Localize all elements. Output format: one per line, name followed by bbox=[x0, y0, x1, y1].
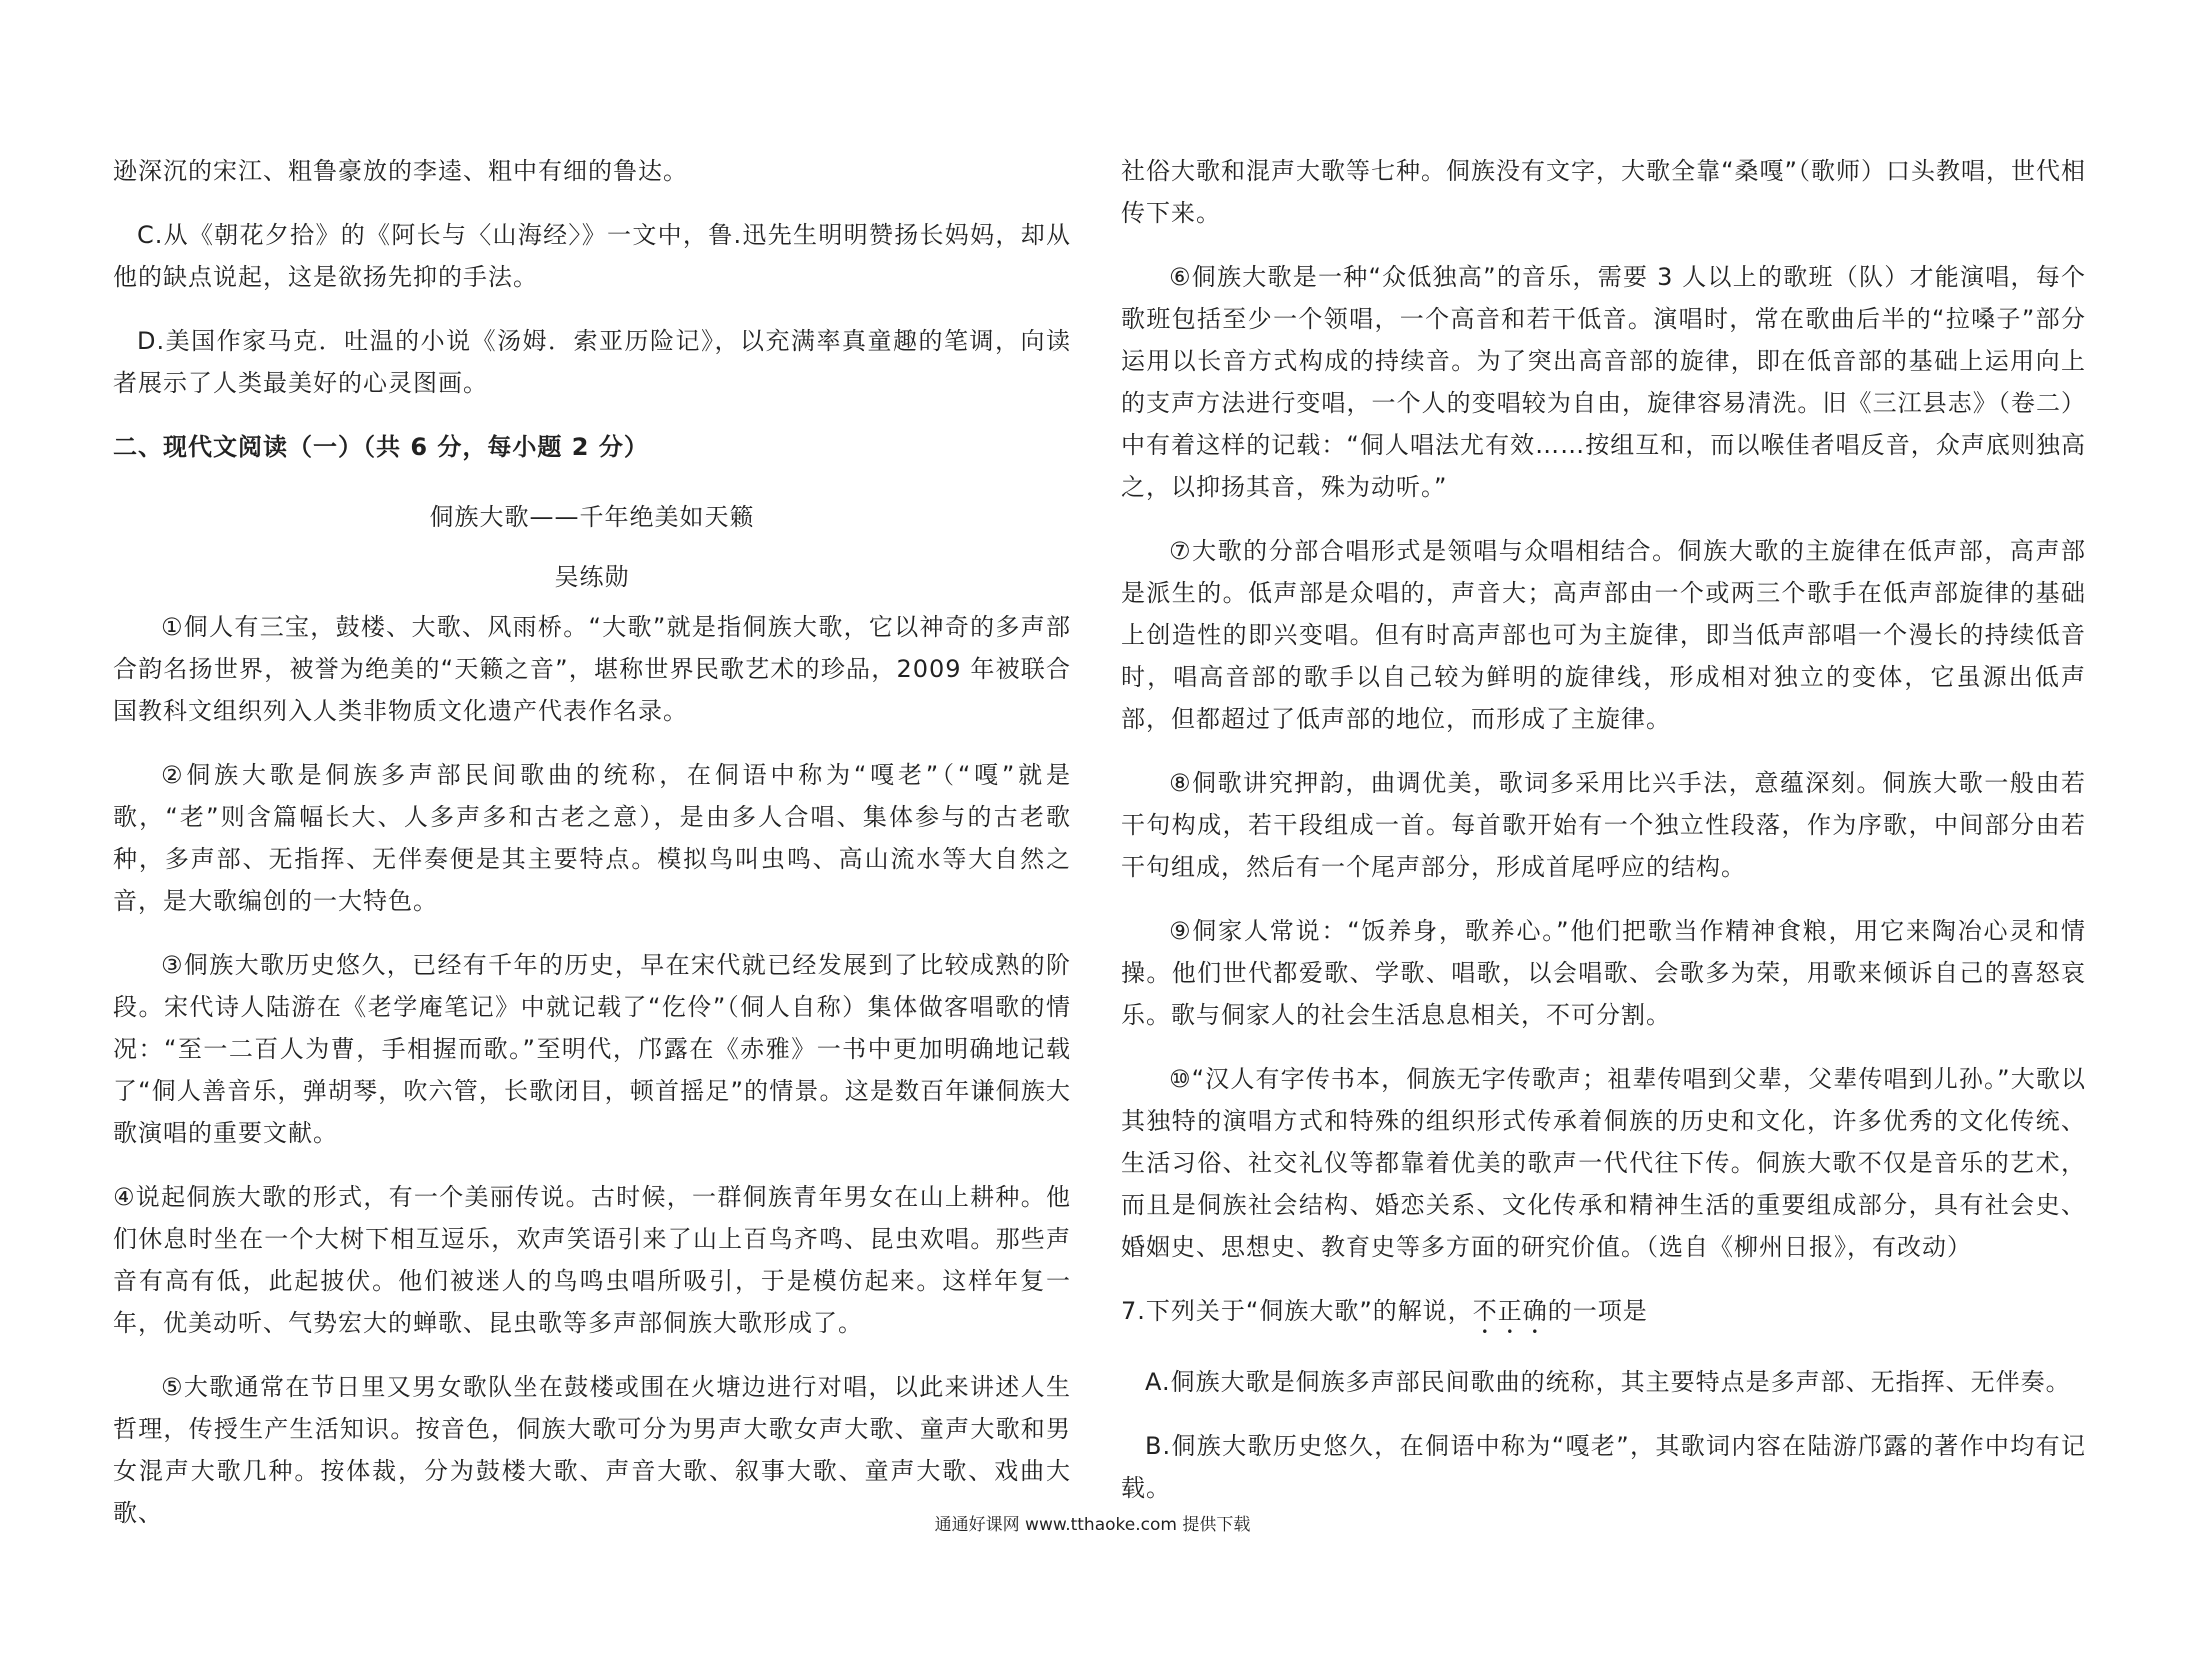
paragraph-9: ⑨侗家人常说：“饭养身，歌养心。”他们把歌当作精神食粮，用它来陶冶心灵和情操。他们世代都爱歌、学歌、唱歌，以会唱歌、会歌多为荣，用歌来倾诉自己的喜怒哀乐。歌与侗家人的社会生活息息相关，不可分割。 bbox=[1121, 917, 2086, 1029]
right-column bbox=[1121, 150, 2086, 1531]
paragraph-10: ⑩“汉人有字传书本，侗族无字传歌声；祖辈传唱到父辈，父辈传唱到儿孙。”大歌以其独特的演唱方式和特殊的组织形式传承着侗族的历史和文化，许多优秀的文化传统、生活习俗、社交礼仪等都靠着优美的歌声一代代往下传。侗族大歌不仅是音乐的艺术，而且是侗族社会结构、婚恋关系、文化传承和精神生活的重要组成部分，具有社会史、婚姻史、思想史、教育史等多方面的研究价值。（选自《柳州日报》，有改动） bbox=[1121, 1065, 2086, 1261]
paragraph-8: ⑧侗歌讲究押韵，曲调优美，歌词多采用比兴手法，意蕴深刻。侗族大歌一般由若干句构成，若干段组成一首。每首歌开始有一个独立性段落，作为序歌，中间部分由若干句组成，然后有一个尾声部分，形成首尾呼应的结构。 bbox=[1121, 769, 2086, 881]
continued-text: 逊深沉的宋江、粗鲁豪放的李逵、粗中有细的鲁达。 bbox=[113, 157, 688, 185]
article-author: 吴练勋 bbox=[554, 563, 630, 591]
option-c: C.从《朝花夕拾》的《阿长与〈山海经〉》一文中，鲁.迅先生明明赞扬长妈妈，却从他的缺点说起，这是欲扬先抑的手法。 bbox=[113, 221, 1071, 291]
paragraph-1: ①侗人有三宝，鼓楼、大歌、风雨桥。“大歌”就是指侗族大歌，它以神奇的多声部合韵名扬世界，被誉为绝美的“天籁之音”，堪称世界民歌艺术的珍品，2009 年被联合国教科文组织列入人类非物质文化遗产代表作名录。 bbox=[113, 613, 1071, 725]
paragraph-6: ⑥侗族大歌是一种“众低独高”的音乐，需要 3 人以上的歌班（队）才能演唱，每个歌班包括至少一个领唱，一个高音和若干低音。演唱时，常在歌曲后半的“拉嗓子”部分运用以长音方式构成的持续音。为了突出高音部的旋律，即在低音部的基础上运用向上的支声方法进行变唱，一个人的变唱较为自由，旋律容易清洗。旧《三江县志》（卷二）中有着这样的记载：“侗人唱法尤有效……按组互和，而以喉佳者唱反音，众声底则独高之，以抑扬其音，殊为动听。” bbox=[1121, 263, 2086, 501]
continued-text-right: 社俗大歌和混声大歌等七种。侗族没有文字，大歌全靠“桑嘎”（歌师）口头教唱，世代相传下来。 bbox=[1121, 157, 2086, 227]
question-7-emphasis: 不正确 bbox=[1472, 1297, 1548, 1325]
question-7-suffix: 的一项是 bbox=[1547, 1297, 1648, 1325]
page-footer: 通通好课网 www.tthaoke.com 提供下载 bbox=[934, 1515, 1251, 1535]
article-title: 侗族大歌——千年绝美如天籁 bbox=[429, 503, 755, 531]
left-column bbox=[113, 150, 1071, 1556]
option-a: A.侗族大歌是侗族多声部民间歌曲的统称，其主要特点是多声部、无指挥、无伴奏。 bbox=[1145, 1368, 2071, 1396]
paragraph-3: ③侗族大歌历史悠久，已经有千年的历史，早在宋代就已经发展到了比较成熟的阶段。宋代诗人陆游在《老学庵笔记》中就记载了“仡伶”（侗人自称）集体做客唱歌的情况：“至一二百人为曹，手相握而歌。”至明代，邝露在《赤雅》一书中更加明确地记载了“侗人善音乐，弹胡琴，吹六管，长歌闭目，顿首摇足”的情景。这是数百年谦侗族大歌演唱的重要文献。 bbox=[113, 951, 1071, 1147]
paragraph-5: ⑤大歌通常在节日里又男女歌队坐在鼓楼或围在火塘边进行对唱，以此来讲述人生哲理，传授生产生活知识。按音色，侗族大歌可分为男声大歌女声大歌、童声大歌和男女混声大歌几种。按体裁，分为鼓楼大歌、声音大歌、叙事大歌、童声大歌、戏曲大歌、 bbox=[113, 1373, 1071, 1527]
option-d: D.美国作家马克．吐温的小说《汤姆．索亚历险记》，以充满率真童趣的笔调，向读者展示了人类最美好的心灵图画。 bbox=[113, 327, 1071, 397]
paragraph-7: ⑦大歌的分部合唱形式是领唱与众唱相结合。侗族大歌的主旋律在低声部，高声部是派生的。低声部是众唱的，声音大；高声部由一个或两三个歌手在低声部旋律的基础上创造性的即兴变唱。但有时高声部也可为主旋律，即当低声部唱一个漫长的持续低音时，唱高音部的歌手以自己较为鲜明的旋律线，形成相对独立的变体，它虽源出低声部，但都超过了低声部的地位，而形成了主旋律。 bbox=[1121, 537, 2086, 733]
question-7 bbox=[1121, 1290, 2086, 1339]
option-b: B.侗族大歌历史悠久，在侗语中称为“嘎老”，其歌词内容在陆游邝露的著作中均有记载。 bbox=[1121, 1432, 2086, 1502]
paragraph-4: ④说起侗族大歌的形式，有一个美丽传说。古时候，一群侗族青年男女在山上耕种。他们休息时坐在一个大树下相互逗乐，欢声笑语引来了山上百鸟齐鸣、昆虫欢唱。那些声音有高有低，此起披伏。他们被迷人的鸟鸣虫唱所吸引，于是模仿起来。这样年复一年，优美动听、气势宏大的蝉歌、昆虫歌等多声部侗族大歌形成了。 bbox=[113, 1183, 1071, 1337]
paragraph-2: ②侗族大歌是侗族多声部民间歌曲的统称，在侗语中称为“嘎老”（“嘎”就是歌，“老”则含篇幅长大、人多声多和古老之意），是由多人合唱、集体参与的古老歌种，多声部、无指挥、无伴奏便是其主要特点。模拟鸟叫虫鸣、高山流水等大自然之音，是大歌编创的一大特色。 bbox=[113, 761, 1071, 915]
question-7-prefix: 7.下列关于“侗族大歌”的解说， bbox=[1121, 1297, 1473, 1325]
section-heading: 二、现代文阅读（一）（共 6 分，每小题 2 分） bbox=[113, 433, 649, 461]
